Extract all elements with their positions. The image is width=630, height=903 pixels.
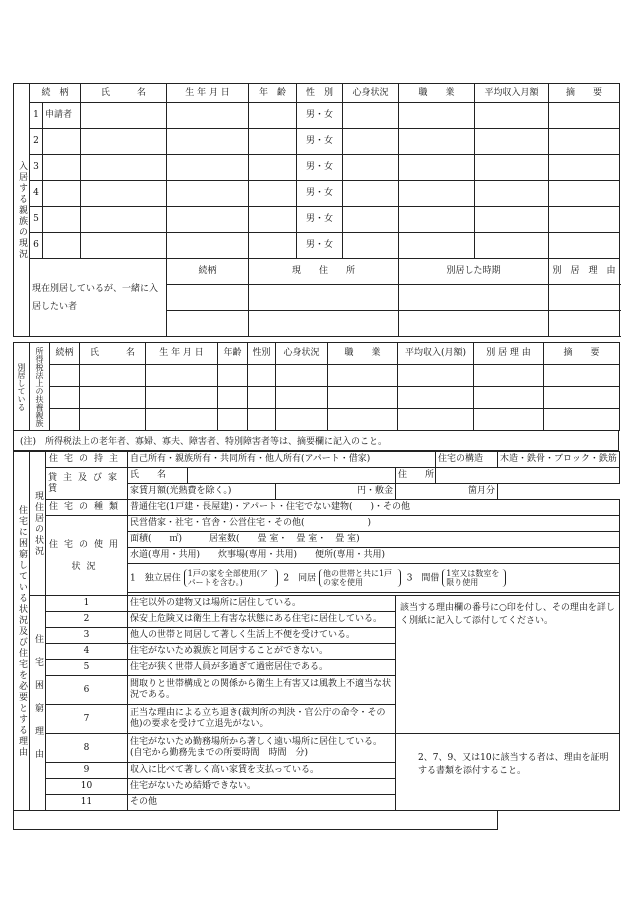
- table-row: [14, 181, 620, 207]
- condition-cell[interactable]: [343, 155, 399, 181]
- sex-cell[interactable]: 男・女: [297, 103, 343, 129]
- birthdate-cell[interactable]: [167, 207, 249, 233]
- relation-cell[interactable]: [43, 233, 81, 259]
- income-cell[interactable]: [475, 103, 549, 129]
- relation-cell[interactable]: [43, 181, 81, 207]
- age-cell[interactable]: [249, 233, 297, 259]
- separate-col-address: 現 住 所: [249, 259, 399, 285]
- remarks-cell[interactable]: [549, 233, 620, 259]
- name-cell[interactable]: [81, 233, 167, 259]
- row-number: 4: [30, 181, 43, 207]
- blank-row[interactable]: [14, 811, 498, 830]
- reason-text[interactable]: 住宅がないため勤務場所から著しく遠い場所に居住している。(自宅から勤務先までの所要時間 時間 分): [128, 734, 396, 763]
- table-row: [14, 103, 620, 129]
- sex-cell[interactable]: 男・女: [297, 233, 343, 259]
- reasons-label: 住宅困窮理由: [30, 596, 46, 811]
- option-cohabit[interactable]: 2 同居: [283, 573, 317, 584]
- reason-number: 1: [46, 596, 128, 612]
- usage-line-1[interactable]: 民営借家・社宅・官舎・公営住宅・その他( ): [128, 516, 620, 532]
- income-cell[interactable]: [475, 129, 549, 155]
- relatives-section-label: 入居する親族の現況: [14, 84, 30, 337]
- dep-col-birthdate: 生 年 月 日: [146, 343, 218, 365]
- name-cell[interactable]: [81, 207, 167, 233]
- reason-number: 6: [46, 676, 128, 705]
- reason-number: 9: [46, 763, 128, 779]
- separate-reason-cell[interactable]: [549, 311, 620, 337]
- lender-name-field[interactable]: [188, 468, 396, 484]
- application-form: [13, 83, 619, 830]
- row-number: 2: [30, 129, 43, 155]
- table-row: [14, 365, 620, 387]
- row-number: 5: [30, 207, 43, 233]
- age-cell[interactable]: [249, 129, 297, 155]
- birthdate-cell[interactable]: [167, 155, 249, 181]
- condition-cell[interactable]: [343, 233, 399, 259]
- reason-text[interactable]: 収入に比べて著しく高い家賃を支払っている。: [128, 763, 396, 779]
- lender-name-label: 氏 名: [128, 468, 188, 484]
- reason-text[interactable]: 住宅がないため結婚できない。: [128, 779, 396, 795]
- name-cell[interactable]: [81, 181, 167, 207]
- option-lodging[interactable]: 3 間借: [406, 573, 440, 584]
- income-cell[interactable]: [475, 155, 549, 181]
- option-independent[interactable]: 1 独立居住: [130, 573, 181, 584]
- table-row: [14, 387, 620, 409]
- relation-cell[interactable]: [43, 155, 81, 181]
- condition-cell[interactable]: [343, 181, 399, 207]
- col-sex: 性 別: [297, 84, 343, 103]
- reason-number: 5: [46, 660, 128, 676]
- remarks-cell[interactable]: [549, 155, 620, 181]
- col-age: 年 齢: [249, 84, 297, 103]
- owner-value[interactable]: 自己所有・親族所有・共同所有・他人所有(アパート・借家): [128, 452, 436, 468]
- option-independent-note: 1戸の家を全部使用(アパートを含む。): [184, 569, 278, 587]
- dependents-section-label: 別居している: [14, 343, 30, 431]
- birthdate-cell[interactable]: [167, 181, 249, 207]
- age-cell[interactable]: [249, 207, 297, 233]
- separate-period-cell[interactable]: [399, 285, 549, 311]
- birthdate-cell[interactable]: [167, 129, 249, 155]
- sex-cell[interactable]: 男・女: [297, 129, 343, 155]
- occupation-cell[interactable]: [399, 181, 475, 207]
- col-name: 氏 名: [81, 84, 167, 103]
- dep-col-occupation: 職 業: [328, 343, 398, 365]
- current-residence-label: 現住居の状況: [30, 452, 46, 596]
- reason-text[interactable]: 住宅以外の建物又は場所に居住している。: [128, 596, 396, 612]
- separate-address-cell[interactable]: [249, 285, 399, 311]
- dep-col-remarks: 摘 要: [544, 343, 620, 365]
- relation-cell[interactable]: [43, 129, 81, 155]
- usage-label: 住宅の使用状況: [46, 516, 128, 596]
- relatives-table: [13, 83, 620, 337]
- age-cell[interactable]: [249, 181, 297, 207]
- option-lodging-note: 1室又は数室を限り使用: [442, 569, 506, 587]
- structure-label: 住宅の構造: [436, 452, 498, 468]
- rent-unit[interactable]: 円・敷金: [276, 484, 396, 500]
- address-field[interactable]: [436, 468, 620, 484]
- row-number: 1: [30, 103, 43, 129]
- type-value[interactable]: 普通住宅(1戸建・長屋建)・アパート・住宅でない建物( )・その他: [128, 500, 620, 516]
- occupation-cell[interactable]: [399, 155, 475, 181]
- col-condition: 心身状況: [343, 84, 399, 103]
- age-cell[interactable]: [249, 103, 297, 129]
- reason-number: 10: [46, 779, 128, 795]
- separate-col-relation: 続柄: [167, 259, 249, 285]
- table-row: [14, 409, 620, 431]
- separate-col-period: 別居した時期: [399, 259, 549, 285]
- birthdate-cell[interactable]: [167, 233, 249, 259]
- reason-text[interactable]: 他人の世帯と同居して著しく生活上不便を受けている。: [128, 628, 396, 644]
- col-relation: 続 柄: [30, 84, 81, 103]
- reason-text[interactable]: その他: [128, 795, 396, 811]
- reason-number: 2: [46, 612, 128, 628]
- reason-text[interactable]: 住宅が狭く世帯人員が多過ぎて過密居住である。: [128, 660, 396, 676]
- reasons-instruction: 該当する理由欄の番号に○印を付し、その理由を詳しく別紙に記入して添付してください。: [396, 596, 620, 734]
- reason-number: 11: [46, 795, 128, 811]
- reason-number: 7: [46, 705, 128, 734]
- reason-number: 4: [46, 644, 128, 660]
- reason-number: 8: [46, 734, 128, 763]
- usage-options: [128, 564, 620, 593]
- housing-outer-label: 住宅に困窮している状況及び住宅を必要とする理由: [14, 452, 30, 811]
- separate-address-cell[interactable]: [249, 311, 399, 337]
- row-number: 6: [30, 233, 43, 259]
- birthdate-cell[interactable]: [167, 103, 249, 129]
- remarks-cell[interactable]: [549, 181, 620, 207]
- dep-col-sex: 性別: [248, 343, 276, 365]
- remarks-cell[interactable]: [549, 207, 620, 233]
- remarks-cell[interactable]: [549, 129, 620, 155]
- condition-cell[interactable]: [343, 129, 399, 155]
- table-row: [14, 233, 620, 259]
- income-cell[interactable]: [475, 181, 549, 207]
- reason-text[interactable]: 間取りと世帯構成との関係から衛生上有害又は風教上不適当な状況である。: [128, 676, 396, 705]
- income-cell[interactable]: [475, 233, 549, 259]
- certificate-note: 2、7、9、又は10に該当する者は、理由を証明する書類を添付すること。: [396, 734, 620, 811]
- address-label: 住 所: [396, 468, 436, 484]
- months-unit[interactable]: 箇月分: [396, 484, 498, 500]
- dep-col-relation: 続柄: [50, 343, 80, 365]
- sex-cell[interactable]: 男・女: [297, 155, 343, 181]
- dep-col-reason: 別 居 理 由: [474, 343, 544, 365]
- col-occupation: 職 業: [399, 84, 475, 103]
- name-cell[interactable]: [81, 155, 167, 181]
- dep-col-income: 平均収入(月額): [398, 343, 474, 365]
- condition-cell[interactable]: [343, 103, 399, 129]
- separate-relation-cell[interactable]: [167, 311, 249, 337]
- condition-cell[interactable]: [343, 207, 399, 233]
- relation-cell[interactable]: [43, 207, 81, 233]
- col-birthdate: 生 年 月 日: [167, 84, 249, 103]
- reason-text[interactable]: 正当な理由による立ち退き(裁判所の判決・官公庁の命令・その他)の要求を受けて立退先がない。: [128, 705, 396, 734]
- dependents-sub-label: 所得税法上の扶養親族: [30, 343, 50, 431]
- sex-cell[interactable]: 男・女: [297, 181, 343, 207]
- table-row: [14, 155, 620, 181]
- occupation-cell[interactable]: [399, 129, 475, 155]
- col-remarks: 摘 要: [549, 84, 620, 103]
- income-cell[interactable]: [475, 207, 549, 233]
- name-cell[interactable]: [81, 129, 167, 155]
- reason-text[interactable]: 保安上危険又は衛生上有害な状態にある住宅に居住している。: [128, 612, 396, 628]
- remarks-cell[interactable]: [549, 103, 620, 129]
- table-row: [14, 129, 620, 155]
- separate-reason-cell[interactable]: [549, 285, 620, 311]
- sex-cell[interactable]: 男・女: [297, 207, 343, 233]
- reason-number: 3: [46, 628, 128, 644]
- housing-table: [13, 451, 620, 830]
- option-cohabit-note: 他の世帯と共に1戸の家を使用: [319, 569, 401, 587]
- occupation-cell[interactable]: [399, 207, 475, 233]
- usage-line-3[interactable]: 水道(専用・共用) 炊事場(専用・共用) 便所(専用・共用): [128, 548, 620, 564]
- lender-label: 貸主及び家賃: [46, 468, 128, 500]
- dep-col-age: 年齢: [218, 343, 248, 365]
- occupation-cell[interactable]: [399, 103, 475, 129]
- separate-relation-cell[interactable]: [167, 285, 249, 311]
- separate-resident-label: 現在別居しているが、一緒に入居したい者: [30, 259, 167, 337]
- dependents-table: [13, 342, 620, 431]
- dep-col-name: 氏 名: [80, 343, 146, 365]
- footnote: (注) 所得税法上の老年者、寡婦、寡夫、障害者、特別障害者等は、摘要欄に記入のこと。: [13, 431, 619, 451]
- occupation-cell[interactable]: [399, 233, 475, 259]
- separate-period-cell[interactable]: [399, 311, 549, 337]
- row-number: 3: [30, 155, 43, 181]
- separate-col-reason: 別 居 理 由: [549, 259, 620, 285]
- owner-label: 住宅の持主: [46, 452, 128, 468]
- age-cell[interactable]: [249, 155, 297, 181]
- name-cell[interactable]: [81, 103, 167, 129]
- structure-value[interactable]: 木造・鉄骨・ブロック・鉄筋: [498, 452, 620, 468]
- type-label: 住宅の種類: [46, 500, 128, 516]
- reason-text[interactable]: 住宅がないため親族と同居することができない。: [128, 644, 396, 660]
- col-income: 平均収入月額: [475, 84, 549, 103]
- dep-col-condition: 心身状況: [276, 343, 328, 365]
- rent-label: 家賃月額(光熱費を除く。): [128, 484, 276, 500]
- table-row: [14, 207, 620, 233]
- usage-line-2[interactable]: 面積( ㎡) 居室数( 畳 室・ 畳 室・ 畳 室): [128, 532, 620, 548]
- relation-cell[interactable]: 申請者: [43, 103, 81, 129]
